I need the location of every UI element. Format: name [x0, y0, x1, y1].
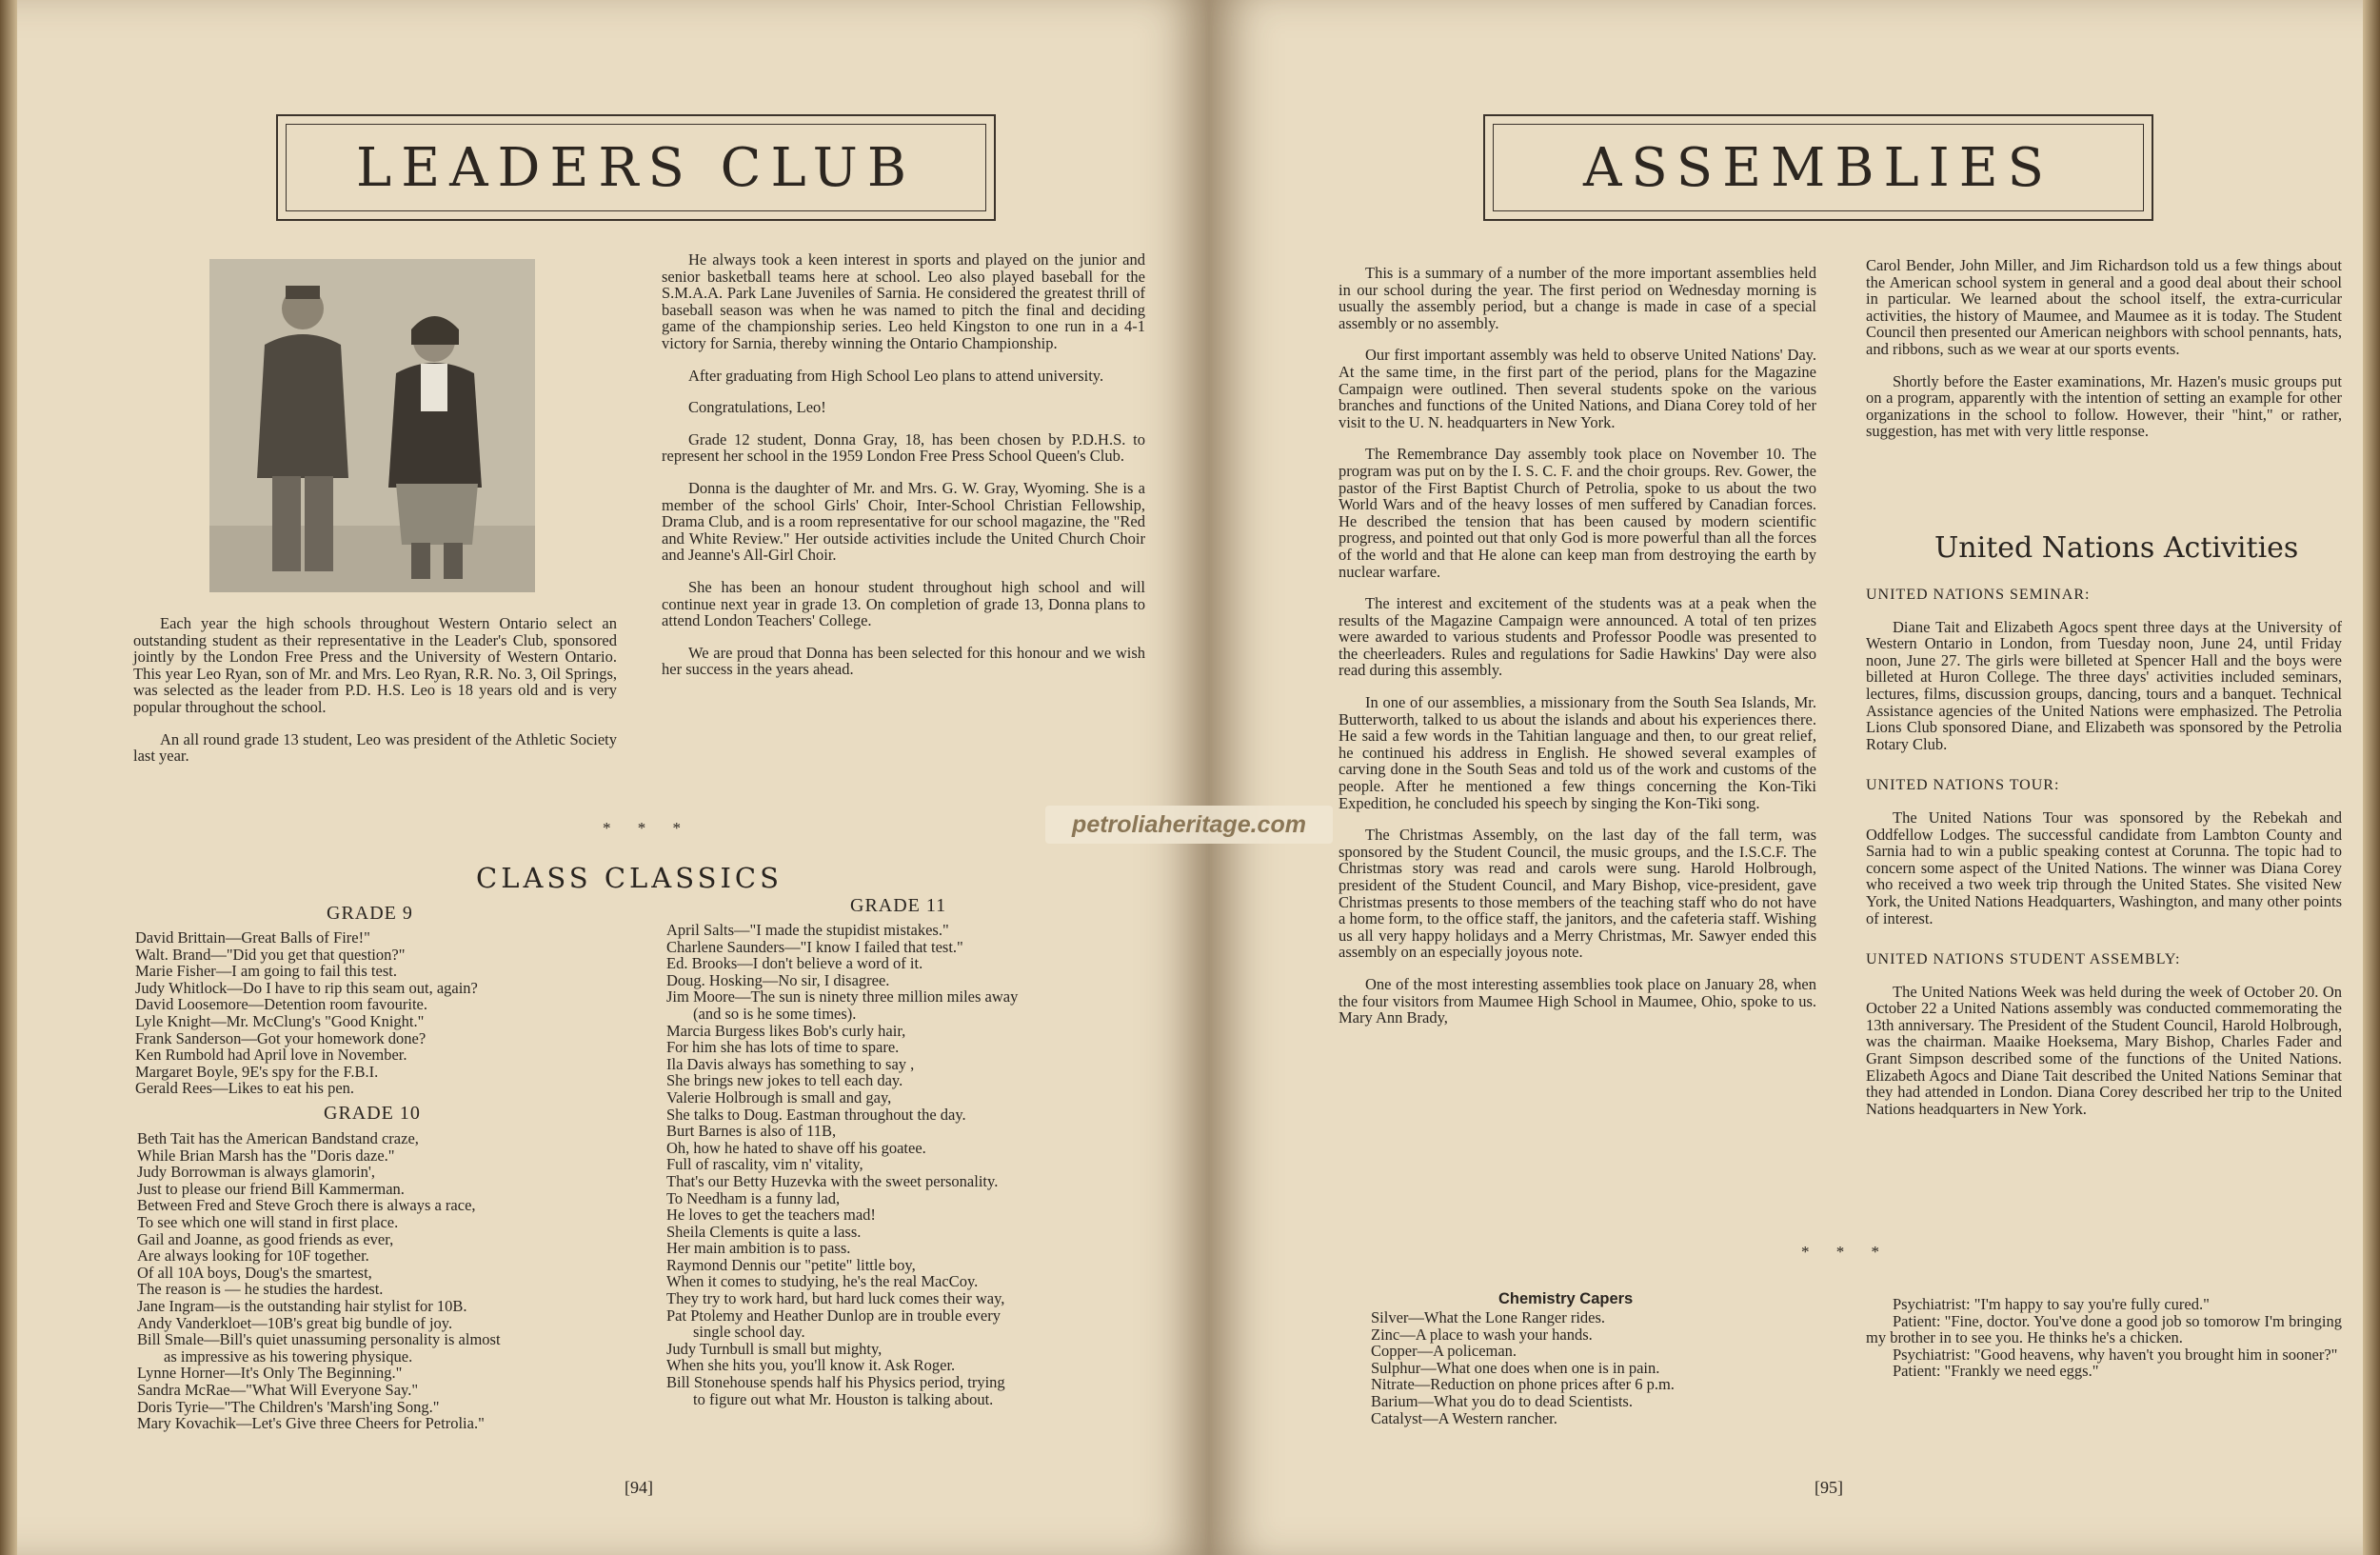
seminar-paragraph: Diane Tait and Elizabeth Agocs spent three days at the University of Western Ontario in London, from Tuesday noon, June 24, until Friday noon, June 27. The girls were billeted at Spencer Hall and the boys were billeted at Huron College. The three days' activities included seminars, lectures, films, discussion groups, dancing, tours and a banquet. Technical Assistance agencies of the United Nations were emphasized. The Petrolia Lions Club sponsored Diane, and Elizabeth was sponsored by the Petrolia Rotary Club.: [1866, 617, 2342, 753]
page-95: [1209, 0, 2380, 1555]
class-classics-title: CLASS CLASSICS: [476, 862, 783, 894]
section-divider-stars: * * *: [1801, 1243, 1891, 1261]
assemblies-paragraph: This is a summary of a number of the more important assemblies held in our school during the year. The first period on Wednesday morning is usually the assembly period, but a change is made in case of a special assembly or no assembly.: [1339, 264, 1816, 332]
chemistry-capers-list: [1371, 1309, 1675, 1426]
list-item: Beth Tait has the American Bandstand craze,: [137, 1129, 419, 1147]
leaders-paragraph: He always took a keen interest in sports and played on the junior and senior basketball teams here at school. Leo also played baseball for the S.M.A.A. Park Lane Juveniles of Sarnia. He considered the greatest thrill of baseball season was when he was named to pitch the final and deciding game of the championship series. Leo held Kingston to one run in a 4-1 victory for Sarnia, thereby winning the Ontario Championship.: [662, 250, 1145, 352]
list-item: David Brittain—Great Balls of Fire!": [135, 928, 370, 947]
list-item: David Loosemore—Detention room favourite.: [135, 995, 427, 1014]
list-item: Judy Whitlock—Do I have to rip this seam out, again?: [135, 978, 478, 997]
leaders-paragraph: Each year the high schools throughout Western Ontario select an outstanding student as their representative in the Leader's Club, sponsored jointly by the London Free Press and the University of Western Ontario. This year Leo Ryan, son of Mr. and Mrs. Leo Ryan, R.R. No. 3, Oil Springs, was selected as the leader from P.D. H.S. Leo is 18 years old and is very popular throughout the school.: [133, 614, 617, 716]
list-item: Raymond Dennis our "petite" little boy,: [666, 1255, 916, 1274]
list-item: Sulphur—What one does when one is in pain.: [1371, 1358, 1660, 1377]
grade-11-heading: GRADE 11: [850, 895, 947, 916]
list-item: Nitrate—Reduction on phone prices after 6 p.m.: [1371, 1375, 1675, 1394]
assemblies-paragraph: The Christmas Assembly, on the last day of the fall term, was sponsored by the Student Council, the music groups, and the I.S.C.F. The Christmas story was read and carols were sung. Harold Holbrough, president of the Student Council, and Mary Bishop, vice-president, gave Christmas presents to those members of the teaching staff who do not have a home form, to the office staff, the janitors, and the cafeteria staff. Wishing us all very happy holidays and a Merry Christmas, Mr. Sawyer ended this assembly on an especially joyous note.: [1339, 826, 1816, 962]
list-item: Copper—A policeman.: [1371, 1342, 1517, 1361]
list-item: Judy Turnbull is small but mighty,: [666, 1339, 883, 1358]
assemblies-title-frame: [1483, 114, 2153, 221]
list-item: The reason is — he studies the hardest.: [137, 1280, 384, 1299]
united-nations-title: United Nations Activities: [1934, 531, 2299, 565]
list-item: Frank Sanderson—Got your homework done?: [135, 1028, 426, 1047]
tour-paragraph: The United Nations Tour was sponsored by the Rebekah and Oddfellow Lodges. The successful candidate from Lambton County and Sarnia had to win a public speaking contest at Corunna. The topic had to concern some aspect of the United Nations. The winner was Diana Corey who received a two week trip through the United States. She visited New York, the United Nations Headquarters, Washington, and many other points of interest.: [1866, 807, 2342, 927]
grade-9-heading: GRADE 9: [327, 903, 413, 924]
page-number: [94]: [625, 1478, 653, 1497]
list-item: She talks to Doug. Eastman throughout the day.: [666, 1105, 966, 1124]
list-item: Burt Barnes is also of 11B,: [666, 1122, 837, 1141]
leaders-club-title-frame: [276, 114, 996, 221]
list-item: He loves to get the teachers mad!: [666, 1206, 876, 1225]
leaders-paragraph: Grade 12 student, Donna Gray, 18, has been chosen by P.D.H.S. to represent her school in the 1959 London Free Press School Queen's Club.: [662, 429, 1145, 466]
chemistry-capers-heading: Chemistry Capers: [1498, 1290, 1634, 1307]
photo-image: [209, 259, 535, 592]
list-item: Pat Ptolemy and Heather Dunlop are in trouble every: [666, 1306, 1001, 1325]
leaders-paragraph: Donna is the daughter of Mr. and Mrs. G. W. Gray, Wyoming. She is a member of the school Girls' Choir, Inter-School Christian Fellowship, Drama Club, and is a room representative for our school magazine, the "Red and White Review." Her outside activities include the United Church Choir and Jeanne's All-Girl Choir.: [662, 478, 1145, 565]
assemblies-paragraph: In one of our assemblies, a missionary from the South Sea Islands, Mr. Butterworth, talked to us about the islands and about his experiences there. He said a few words in the Tahitian language and then, to our great relief, he continued his address in English. He showed several examples of carving done in the South Seas and told us of the work and customs of the people. After he mentioned a few things concerning the Kon-Tiki Expedition, he concluded his speech by singing the Kon-Tiki song.: [1339, 693, 1816, 812]
psychiatrist-joke: [1866, 1296, 2342, 1380]
leaders-paragraph: We are proud that Donna has been selected for this honour and we wish her success in the years ahead.: [662, 643, 1145, 679]
leaders-paragraph: She has been an honour student throughout high school and will continue next year in grade 13. On completion of grade 13, Donna plans to attend London Teachers' College.: [662, 577, 1145, 630]
page-edge: [2363, 0, 2380, 1555]
tour-heading: UNITED NATIONS TOUR:: [1866, 777, 2060, 794]
list-item: Oh, how he hated to shave off his goatee.: [666, 1138, 926, 1157]
list-item: Charlene Saunders—"I know I failed that test.": [666, 937, 963, 956]
list-item: Judy Borrowman is always glamorin',: [137, 1163, 375, 1182]
assemblies-paragraph: The interest and excitement of the students was at a peak when the results of the Magazine Campaign were announced. A total of ten prizes were awarded to various students and Professor Poodle was presented to the cheerleaders. Rules and regulations for Sadie Hawkins' Day were also read during this assembly.: [1339, 594, 1816, 680]
page-edge: [0, 0, 17, 1555]
assemblies-paragraph: Carol Bender, John Miller, and Jim Richardson told us a few things about the American school system in general and a good deal about their school in particular. We learned about the school itself, the extra-curricular activities, the history of Maumee, and Maumee as it is today. The Student Council then presented our American neighbors with school pennants, hats, and ribbons, such as we wear at our sports events.: [1866, 256, 2342, 358]
list-item: Ken Rumbold had April love in November.: [135, 1046, 407, 1065]
list-item: Valerie Holbrough is small and gay,: [666, 1087, 892, 1106]
list-item: Doug. Hosking—No sir, I disagree.: [666, 970, 890, 989]
list-item: Catalyst—A Western rancher.: [1371, 1408, 1557, 1427]
list-item: Andy Vanderkloet—10B's great big bundle of joy.: [137, 1313, 453, 1332]
leaders-col-1: [133, 615, 617, 780]
student-assembly-heading: UNITED NATIONS STUDENT ASSEMBLY:: [1866, 951, 2181, 968]
list-item: April Salts—"I made the stupidist mistakes.": [666, 921, 949, 939]
list-item: Sheila Clements is quite a lass.: [666, 1222, 862, 1241]
list-item: They try to work hard, but hard luck comes their way,: [666, 1289, 1005, 1308]
list-item: Barium—What you do to dead Scientists.: [1371, 1391, 1633, 1410]
list-item: Of all 10A boys, Doug's the smartest,: [137, 1263, 372, 1282]
assemblies-paragraph: The Remembrance Day assembly took place on November 10. The program was put on by the I. S. C. F. and the choir groups. Rev. Gower, the pastor of the First Baptist Church of Petrolia, spoke to us about the two World Wars and of the heavy losses of men suffered by Canadian forces. He described the tension that has been caused by modern scientific progress, and pointed out that only God is more powerful than all the forces of the world and that He alone can keep man from destroying the earth by nuclear warfare.: [1339, 445, 1816, 581]
leo-donna-photo: [209, 259, 535, 592]
list-item: Gail and Joanne, as good friends as ever,: [137, 1229, 394, 1248]
leaders-paragraph: Congratulations, Leo!: [688, 398, 826, 417]
list-item: as impressive as his towering physique.: [164, 1346, 413, 1366]
grade-11-list: [666, 922, 1018, 1407]
list-item: Doris Tyrie—"The Children's 'Marsh'ing Song.": [137, 1397, 440, 1416]
joke-line: Patient: "Fine, doctor. You've done a good job so tomorow I'm bringing my brother in to see you. He thinks he's a chicken.: [1866, 1311, 2342, 1347]
list-item: Gerald Rees—Likes to eat his pen.: [135, 1079, 355, 1098]
list-item: Marcia Burgess likes Bob's curly hair,: [666, 1021, 906, 1040]
list-item: When it comes to studying, he's the real MacCoy.: [666, 1272, 979, 1291]
list-item: Are always looking for 10F together.: [137, 1246, 369, 1266]
list-item: Lynne Horner—It's Only The Beginning.": [137, 1364, 403, 1383]
list-item: When she hits you, you'll know it. Ask Roger.: [666, 1356, 956, 1375]
section-divider-stars: * * *: [603, 819, 692, 837]
leaders-paragraph: An all round grade 13 student, Leo was president of the Athletic Society last year.: [133, 729, 617, 766]
list-item: Jim Moore—The sun is ninety three million miles away: [666, 987, 1019, 1007]
seminar-heading: UNITED NATIONS SEMINAR:: [1866, 587, 2091, 603]
list-item: Margaret Boyle, 9E's spy for the F.B.I.: [135, 1062, 379, 1081]
list-item: Marie Fisher—I am going to fail this test.: [135, 962, 397, 981]
grade-9-list: [135, 929, 478, 1097]
list-item: She brings new jokes to tell each day.: [666, 1071, 903, 1090]
joke-line: Psychiatrist: "I'm happy to say you're fully cured.": [1893, 1295, 2210, 1313]
grade-10-heading: GRADE 10: [324, 1103, 421, 1124]
leaders-club-title: LEADERS CLUB: [356, 137, 916, 199]
list-item: To see which one will stand in first place.: [137, 1212, 399, 1231]
list-item: Lyle Knight—Mr. McClung's "Good Knight.": [135, 1011, 425, 1030]
list-item: single school day.: [693, 1323, 805, 1342]
assemblies-col-1: [1339, 265, 1816, 1042]
list-item: Walt. Brand—"Did you get that question?": [135, 945, 406, 964]
joke-line: Psychiatrist: "Good heavens, why haven't you brought him in sooner?": [1893, 1345, 2338, 1364]
list-item: Just to please our friend Bill Kammerman.: [137, 1179, 405, 1198]
leaders-paragraph: After graduating from High School Leo plans to attend university.: [688, 366, 1104, 385]
list-item: Full of rascality, vim n' vitality,: [666, 1155, 863, 1174]
list-item: Ila Davis always has something to say ,: [666, 1054, 915, 1073]
list-item: Jane Ingram—is the outstanding hair stylist for 10B.: [137, 1296, 467, 1315]
assemblies-title: ASSEMBLIES: [1582, 137, 2054, 199]
list-item: Between Fred and Steve Groch there is always a race,: [137, 1196, 476, 1215]
list-item: Ed. Brooks—I don't believe a word of it.: [666, 954, 923, 973]
list-item: Bill Smale—Bill's quiet unassuming personality is almost: [137, 1330, 501, 1349]
list-item: Her main ambition is to pass.: [666, 1239, 851, 1258]
list-item: Bill Stonehouse spends half his Physics period, trying: [666, 1373, 1005, 1392]
leaders-col-2: [662, 251, 1145, 693]
page-number: [95]: [1815, 1478, 1843, 1497]
assemblies-paragraph: One of the most interesting assemblies took place on January 28, when the four visitors from Maumee High School in Maumee, Ohio, spoke to us. Mary Ann Brady,: [1339, 974, 1816, 1027]
list-item: Mary Kovachik—Let's Give three Cheers for Petrolia.": [137, 1414, 485, 1433]
student-assembly-paragraph: The United Nations Week was held during the week of October 20. On October 22 a United Nations assembly was conducted commemorating the 13th anniversary. The President of the Student Council, Harold Holbrough, was the chairman. Maaike Hoeksema, Mary Bishop, Charles Fader and Grant Simpson described some of the functions of the United Nations. Elizabeth Agocs and Diane Tait described the United Nations Seminar that they had attended in London. Diana Corey described her trip to the United Nations headquarters in New York.: [1866, 982, 2342, 1118]
assemblies-paragraph: Shortly before the Easter examinations, Mr. Hazen's music groups put on a program, apparently with the intention of setting an example for other organizations in the school to follow. However, their "hint," or rather, suggestion, has met with very little response.: [1866, 371, 2342, 441]
joke-line: Patient: "Frankly we need eggs.": [1893, 1362, 2099, 1381]
list-item: Zinc—A place to wash your hands.: [1371, 1325, 1593, 1344]
list-item: To Needham is a funny lad,: [666, 1188, 841, 1207]
assemblies-paragraph: Our first important assembly was held to observe United Nations' Day. At the same time, in the first part of the period, plans for the Magazine Campaign were outlined. Then several students spoke on the various branches and functions of the United Nations, and Diana Corey told of her visit to the U. N. headquarters in New York.: [1339, 346, 1816, 431]
list-item: Sandra McRae—"What Will Everyone Say.": [137, 1380, 419, 1399]
list-item: While Brian Marsh has the "Doris daze.": [137, 1146, 395, 1165]
assemblies-col-2: [1866, 257, 2342, 455]
grade-10-list: [137, 1130, 501, 1432]
watermark: petroliaheritage.com: [1045, 806, 1333, 844]
united-nations-col: [1866, 587, 2342, 1132]
list-item: (and so is he some times).: [693, 1004, 857, 1023]
list-item: For him she has lots of time to spare.: [666, 1038, 900, 1057]
list-item: to figure out what Mr. Houston is talking about.: [693, 1389, 994, 1408]
list-item: That's our Betty Huzevka with the sweet personality.: [666, 1171, 999, 1190]
list-item: Silver—What the Lone Ranger rides.: [1371, 1308, 1606, 1326]
